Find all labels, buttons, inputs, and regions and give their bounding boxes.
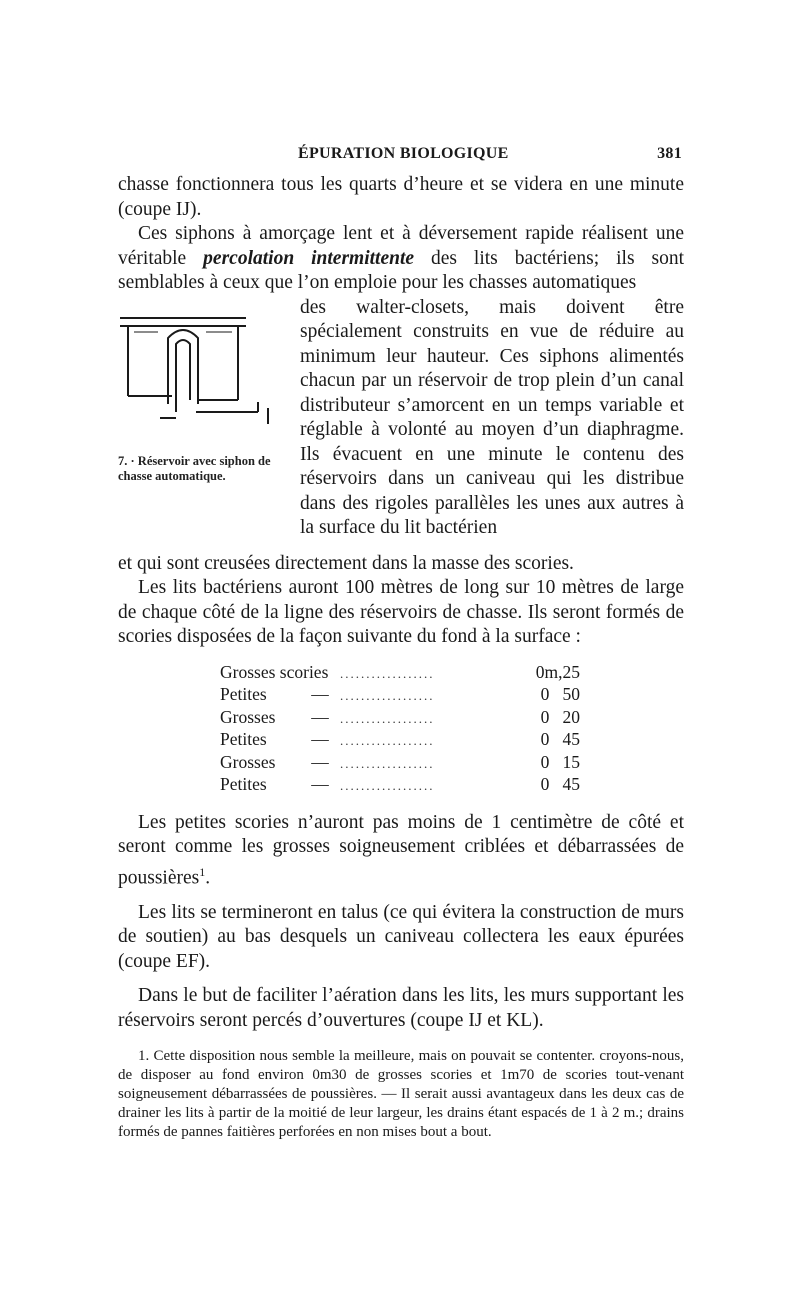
table-row: [220, 684, 580, 707]
row-name: Grosses: [220, 751, 276, 772]
row-name: Petites: [220, 729, 267, 749]
paragraph-6: Dans le but de faciliter l’aération dans les lits, les murs supportant les réservoirs seront percés d’ouvertures (coupe IJ et KL).: [118, 985, 684, 1031]
running-head: [118, 145, 684, 173]
row-value: 0m,25: [535, 661, 580, 682]
row-value: 0 45: [540, 774, 580, 794]
leader-dots: ..................: [340, 755, 435, 771]
row-value: 0 15: [540, 751, 580, 772]
paragraph-4: [118, 811, 684, 891]
book-page: [118, 145, 684, 1142]
table-row: [220, 729, 580, 752]
leader-dots: ..................: [340, 688, 435, 703]
paragraph-2-intro: [118, 222, 684, 296]
row-dash: —: [311, 684, 329, 704]
row-value: 0 20: [540, 706, 580, 727]
paragraph-2-wrapped: des walter-closets, mais doivent être spécialement construits en vue de réduire au minimum leur hauteur. Ces siphons alimentés chacun par un réservoir de trop plein d’un canal distributeur s’amorcent en un temps variable et réglable à volonté au moyen d’un diaphragme. Ils évacuent en une minute le contenu des réservoirs dans un caniveau qui les distribue dans des rigoles parallèles les unes aux autres à la surface du lit bactérien: [300, 296, 684, 538]
leader-dots: ..................: [340, 710, 435, 726]
figure-wrap: [118, 296, 684, 552]
leader-dots: ..................: [340, 778, 435, 793]
row-dash: —: [311, 774, 329, 794]
row-dash: —: [311, 706, 329, 727]
table-row: [220, 774, 580, 797]
footnote-text: 1. Cette disposition nous semble la meilleure, mais on pouvait se contenter. croyons-nous, de disposer au fond environ 0m30 de grosses scories et 1m70 de scories tout-venant soigneusement débarrassées de poussières. — Il serait aussi avantageux dans les deux cas de drainer les lits à partir de la moitié de leur largeur, les drains étant espacés de 1 à 2 m.; drains formés de pannes faitières perforées en non mises bout a bout.: [118, 1048, 684, 1140]
row-dash: —: [311, 751, 329, 772]
figure-7: [118, 308, 288, 484]
row-value: 0 50: [540, 684, 580, 704]
wrapped-text: [300, 296, 684, 541]
paragraph-4-text: Les petites scories n’auront pas moins de 1 centimètre de côté et seront comme les grosses soigneusement criblées et débarrassées de poussières: [118, 811, 684, 888]
siphon-diagram: [118, 308, 278, 426]
paragraph-4-end: .: [205, 867, 211, 888]
paragraph-3: Les lits bactériens auront 100 mètres de long sur 10 mètres de large de chaque côté de la ligne des réservoirs de chasse. Ils seront formés de scories disposées de la façon suivante du fond à la surface :: [118, 577, 684, 647]
row-value: 0 45: [540, 729, 580, 749]
row-name: Grosses: [220, 706, 276, 727]
emphasis-percolation: percolation intermittente: [203, 247, 415, 269]
table-row: [220, 707, 580, 730]
leader-dots: ..................: [340, 665, 435, 681]
paragraph-1: chasse fonctionnera tous les quarts d’heure et se videra en une minute (coupe IJ).: [118, 174, 684, 220]
running-title: ÉPURATION BIOLOGIQUE: [298, 145, 509, 162]
table-row: [220, 662, 580, 685]
page-number: 381: [657, 145, 682, 162]
row-name: Petites: [220, 774, 267, 794]
paragraph-2-text-b: des lits bactériens; ils sont semblables à ceux que l’on emploie pour les chasses automatiques: [118, 247, 685, 293]
scories-table: [220, 662, 580, 797]
row-name: Grosses scories: [220, 661, 329, 682]
paragraph-2-text-a: Ces siphons à amorçage lent et à déversement rapide réalisent une véritable: [118, 223, 684, 269]
leader-dots: ..................: [340, 733, 435, 748]
paragraph-5: Les lits se termineront en talus (ce qui évitera la construction de murs de soutien) au bas desquels un caniveau collectera les eaux épurées (coupe EF).: [118, 901, 684, 972]
figure-caption: 7. · Réservoir avec siphon de chasse automatique.: [118, 453, 271, 483]
row-dash: —: [311, 729, 329, 749]
footnote: [118, 1047, 684, 1142]
table-row: [220, 752, 580, 775]
row-name: Petites: [220, 684, 267, 704]
footnote-ref: 1: [199, 864, 206, 879]
paragraph-2-end: et qui sont creusées directement dans la masse des scories.: [118, 552, 574, 574]
